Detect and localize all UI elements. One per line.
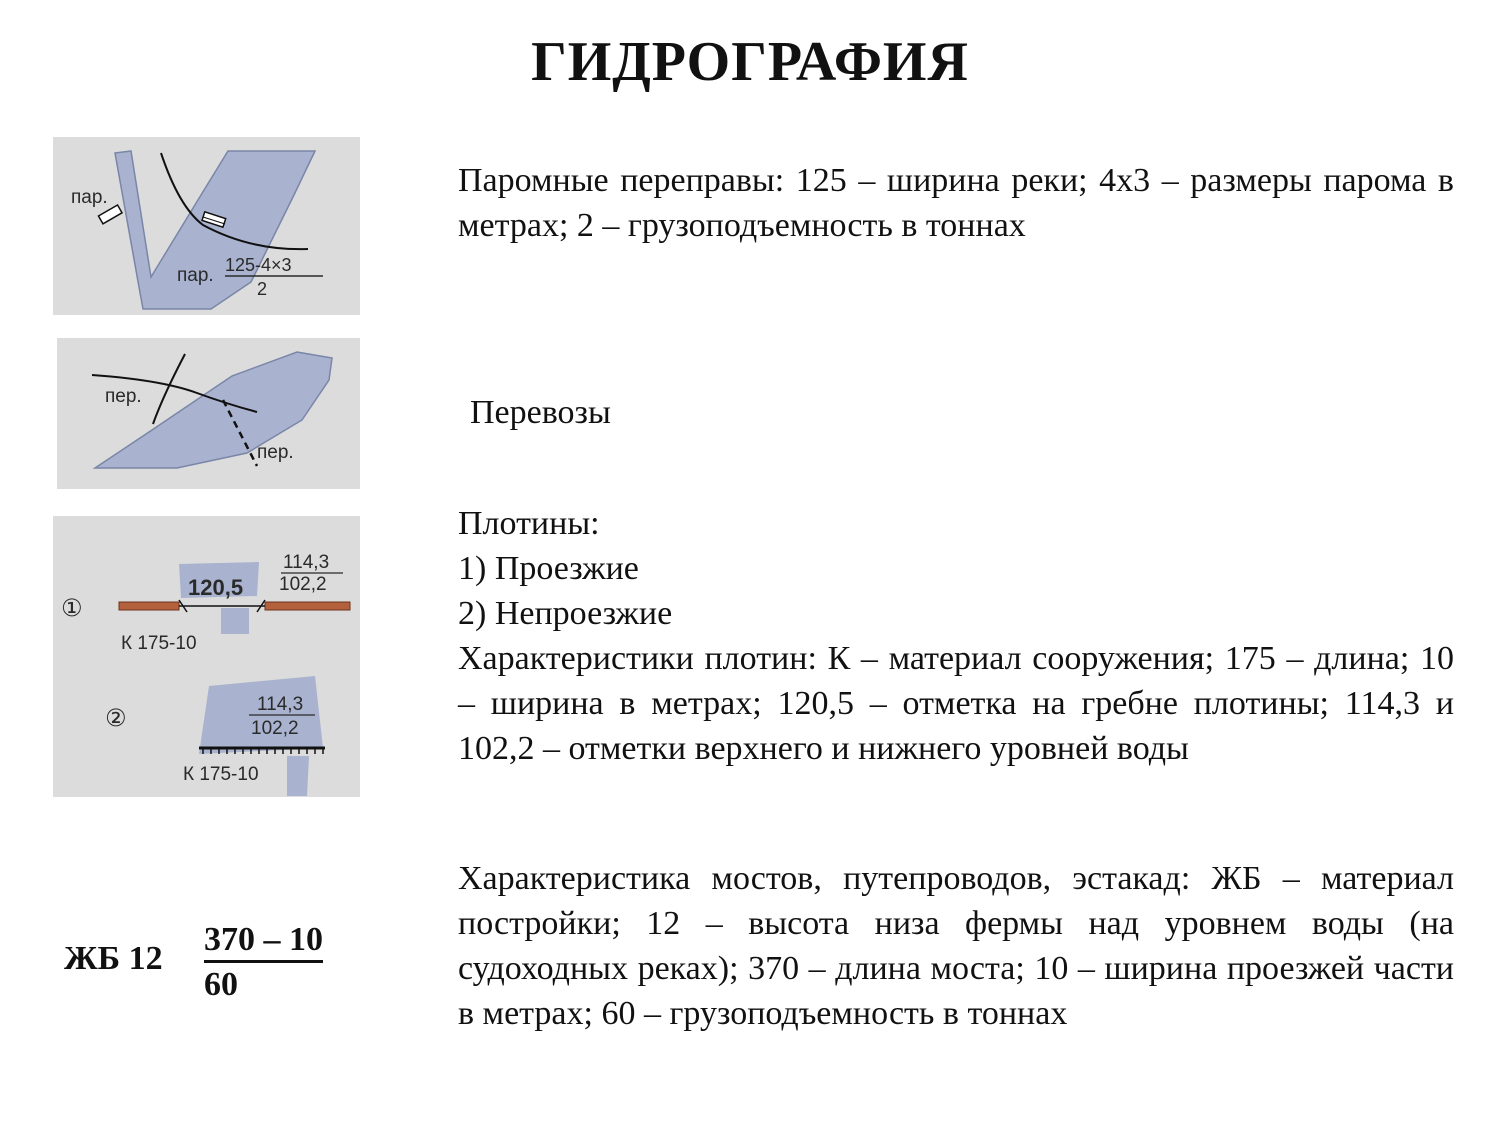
dams-type-2: 2) Непроезжие [458, 595, 673, 632]
dams-heading: Плотины: [458, 505, 600, 542]
ferry-denominator: 2 [257, 279, 268, 299]
ferry-text: Паромные переправы: 125 – ширина реки; 4х3 – размеры парома в метрах; 2 – грузоподъемность в тоннах [458, 162, 1454, 244]
dams-type-1: 1) Проезжие [458, 550, 639, 587]
crossing-river-shape [95, 352, 332, 468]
dams-description [458, 501, 1454, 771]
dams-text: Характеристики плотин: К – материал сооружения; 175 – длина; 10 – ширина в метрах; 120,5 – отметка на гребне плотины; 114,3 и 102,2 – отметки верхнего и нижнего уровней воды [458, 640, 1454, 767]
ferry-label-bottom: пар. [177, 265, 214, 286]
dam1-road-right [265, 602, 350, 610]
dam1-water-bottom [221, 608, 249, 634]
bridge-numerator: 370 – 10 [204, 920, 323, 963]
crossing-label-right: пер. [257, 442, 294, 463]
ferry-figure [53, 137, 360, 315]
crossing-text: Перевозы [470, 394, 611, 431]
bridge-denominator: 60 [204, 966, 238, 1003]
dam1-road-left [119, 602, 179, 610]
ferry-description [458, 158, 1454, 248]
dam2-lower-level: 102,2 [251, 718, 299, 739]
ferry-numerator: 125-4×3 [225, 255, 292, 275]
page-title: ГИДРОГРАФИЯ [531, 31, 969, 93]
crossing-figure [57, 338, 360, 489]
bridge-symbol [64, 920, 364, 1010]
dams-figure [53, 516, 360, 797]
dam2-spec: К 175-10 [183, 764, 259, 785]
crossing-label-left: пер. [105, 386, 142, 407]
dam1-lower-level: 102,2 [279, 574, 327, 595]
bridge-prefix: ЖБ 12 [64, 940, 163, 977]
dam2-mark: ② [105, 705, 127, 732]
ferry-label-top: пар. [71, 187, 108, 208]
dam1-mark: ① [61, 595, 83, 622]
dam2-upper-level: 114,3 [257, 694, 304, 715]
crossing-description [470, 390, 1466, 435]
bridges-description [458, 856, 1454, 1036]
bridges-text: Характеристика мостов, путепроводов, эстакад: ЖБ – материал постройки; 12 – высота низа фермы над уровнем воды (на судоходных реках); 370 – длина моста; 10 – ширина проезжей части в метрах; 60 – грузоподъемность в тоннах [458, 860, 1454, 1032]
dam1-spec: К 175-10 [121, 633, 197, 654]
dam2-water-bottom [287, 756, 309, 796]
dam1-crest: 120,5 [188, 575, 244, 600]
dam1-upper-level: 114,3 [283, 552, 330, 573]
